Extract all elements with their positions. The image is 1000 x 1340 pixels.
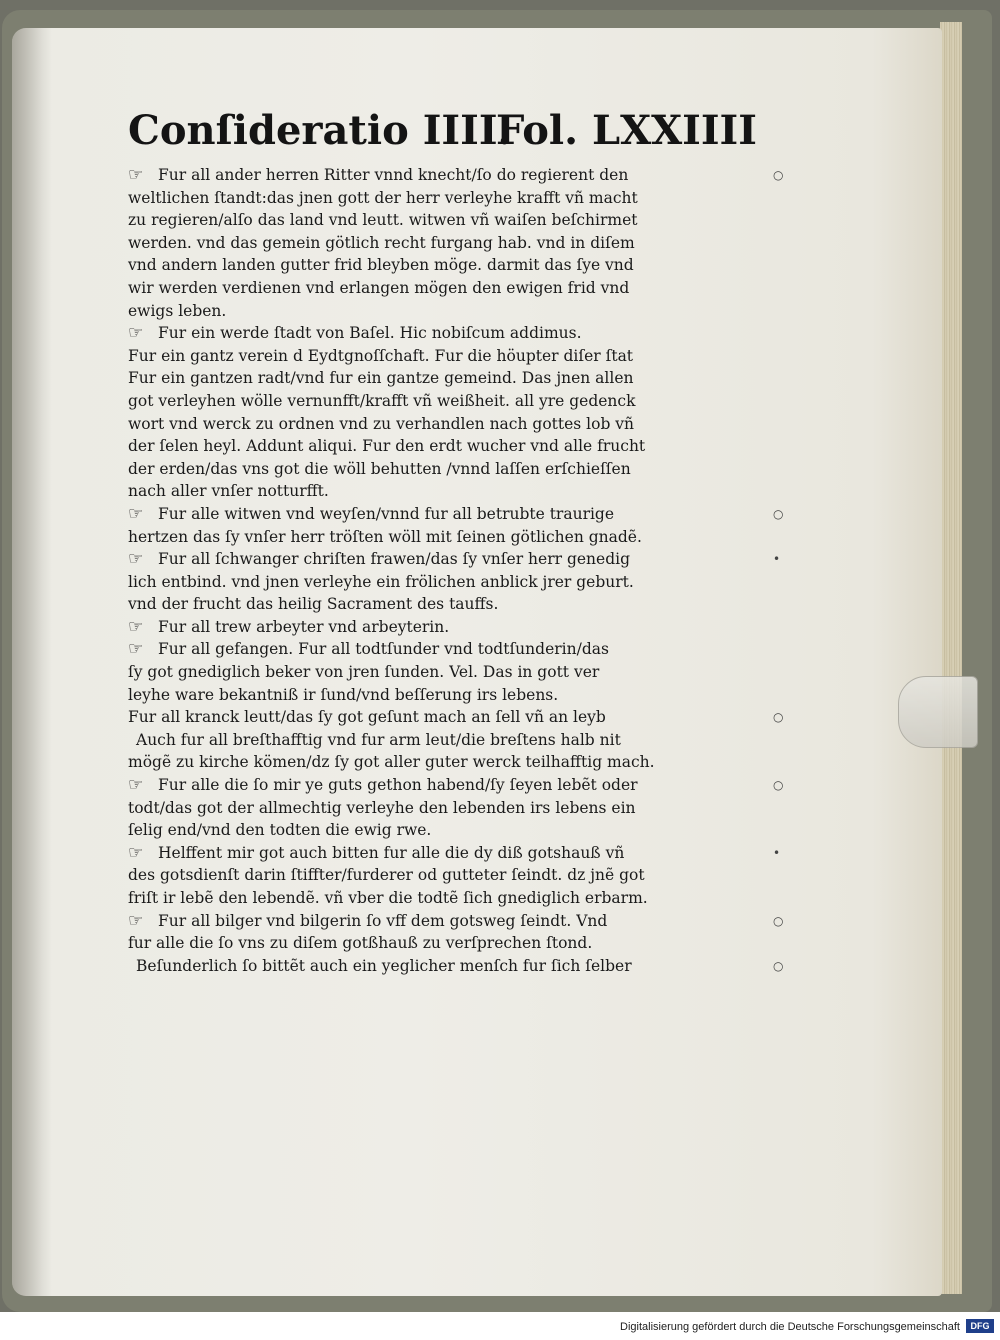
- line-text: mögẽ zu kirche kömen/dz ſy got aller guter werck teilhafftig mach.: [128, 753, 655, 772]
- line-text: vnd der frucht das heilig Sacrament des tauffs.: [128, 595, 499, 614]
- pointing-hand-icon: ☞: [128, 910, 144, 931]
- folio-number: Fol. LXXIIII: [496, 107, 757, 154]
- text-block: [128, 164, 784, 977]
- line-text: nach aller vnſer notturfft.: [128, 482, 329, 501]
- line-text: Auch fur all breſthafftig vnd fur arm leut/die breſtens halb nit: [136, 730, 621, 749]
- line-text: ſy got gnediglich beker von jren ſunden. Vel. Das in gott ver: [128, 663, 600, 682]
- text-line: [128, 616, 768, 639]
- text-line: [128, 955, 784, 978]
- line-text: werden. vnd das gemein götlich recht furgang hab. vnd in diſem: [128, 233, 635, 252]
- pointing-hand-icon: ☞: [128, 616, 144, 637]
- text-line: [128, 887, 768, 910]
- page-edges: [940, 22, 962, 1294]
- line-text: Fur alle witwen vnd weyſen/vnnd fur all betrubte traurige: [158, 504, 615, 523]
- line-text: Fur all bilger vnd bilgerin ſo vff dem gotsweg ſeindt. Vnd: [158, 911, 608, 930]
- line-text: todt/das got der allmechtig verleyhe den lebenden irs lebens ein: [128, 798, 636, 817]
- line-text: fur alle die ſo vns zu diſem gotßhauß zu verſprechen ſtond.: [128, 934, 593, 953]
- section-title: Conſideratio IIII.: [128, 107, 512, 154]
- text-line: [128, 751, 768, 774]
- text-line: [128, 164, 784, 187]
- pointing-hand-icon: ☞: [128, 549, 144, 570]
- text-line: [128, 209, 768, 232]
- line-text: lich entbind. vnd jnen verleyhe ein frölichen anblick jrer geburt.: [128, 572, 634, 591]
- page-clip: [898, 676, 978, 748]
- pointing-hand-icon: ☞: [128, 639, 144, 660]
- line-text: Beſunderlich ſo bittẽt auch ein yeglicher menſch fur ſich ſelber: [136, 956, 632, 975]
- margin-mark: ○: [773, 506, 784, 521]
- text-line: [128, 819, 768, 842]
- text-line: [128, 661, 768, 684]
- line-text: wort vnd werck zu ordnen vnd zu verhandlen nach gottes lob vñ: [128, 414, 635, 433]
- line-text: Fur alle die ſo mir ye guts gethon habend/ſy ſeyen lebẽt oder: [158, 776, 638, 795]
- pointing-hand-icon: ☞: [128, 165, 144, 185]
- line-text: Fur ein werde ſtadt von Baſel. Hic nobiſcum addimus.: [158, 324, 582, 343]
- line-text: vnd andern landen gutter frid bleyben möge. darmit das ſye vnd: [128, 256, 634, 275]
- text-line: [128, 254, 768, 277]
- text-line: [128, 706, 784, 729]
- text-line: [128, 684, 768, 707]
- margin-mark: ○: [773, 913, 784, 928]
- line-text: Helffent mir got auch bitten fur alle die dy diß gotshauß vñ: [158, 843, 625, 862]
- text-line: [128, 729, 768, 752]
- line-text: Fur all ſchwanger chriſten frawen/das ſy vnſer herr genedig: [158, 550, 630, 569]
- margin-mark: •: [773, 845, 781, 860]
- pointing-hand-icon: ☞: [128, 503, 144, 524]
- text-line: [128, 910, 784, 933]
- line-text: des gotsdienſt darin ſtiffter/furderer od gutteter ſeindt. dz jnẽ got: [128, 866, 645, 885]
- text-line: [128, 435, 768, 458]
- text-line: [128, 797, 768, 820]
- text-line: [128, 548, 781, 571]
- margin-mark: ○: [773, 958, 784, 973]
- footer-bar: [0, 1312, 1000, 1340]
- line-text: ſelig end/vnd den todten die ewig rwe.: [128, 821, 432, 840]
- gutter-shadow: [12, 28, 52, 1296]
- margin-mark: •: [773, 552, 781, 567]
- text-line: [128, 932, 768, 955]
- line-text: Fur all trew arbeyter vnd arbeyterin.: [158, 617, 450, 636]
- text-line: [128, 571, 768, 594]
- line-text: Fur ein gantzen radt/vnd fur ein gantze gemeind. Das jnen allen: [128, 369, 634, 388]
- text-line: [128, 367, 768, 390]
- running-header: [128, 104, 768, 158]
- text-line: [128, 300, 768, 323]
- text-line: [128, 232, 768, 255]
- pointing-hand-icon: ☞: [128, 775, 144, 796]
- text-line: [128, 277, 768, 300]
- dfg-logo: DFG: [966, 1319, 994, 1333]
- text-line: [128, 593, 768, 616]
- pointing-hand-icon: ☞: [128, 323, 144, 344]
- text-line: [128, 638, 768, 661]
- line-text: Fur ein gantz verein d Eydtgnoſſchaft. Fur die höupter diſer ſtat: [128, 346, 634, 365]
- text-line: [128, 458, 768, 481]
- line-text: Fur all kranck leutt/das ſy got geſunt mach an ſell vñ an leyb: [128, 708, 606, 727]
- line-text: der erden/das vns got die wöll behutten /vnnd laſſen erſchieſſen: [128, 459, 631, 478]
- text-line: [128, 503, 784, 526]
- line-text: friſt ir lebẽ den lebendẽ. vñ vber die todtẽ ſich gnediglich erbarm.: [128, 889, 648, 907]
- line-text: got verleyhen wölle vernunfft/krafft vñ weißheit. all yre gedenck: [128, 391, 636, 410]
- text-line: [128, 842, 781, 865]
- line-text: der ſelen heyl. Addunt aliqui. Fur den erdt wucher vnd alle frucht: [128, 437, 646, 456]
- funding-notice: Digitalisierung gefördert durch die Deutsche Forschungsgemeinschaft: [620, 1321, 960, 1333]
- text-line: [128, 864, 768, 887]
- text-line: [128, 187, 768, 210]
- line-text: weltlichen ſtandt:das jnen gott der herr verleyhe krafft vñ macht: [128, 188, 638, 207]
- line-text: leyhe ware bekantniß ir ſund/vnd beſſerung irs lebens.: [128, 685, 559, 704]
- text-line: [128, 480, 768, 503]
- line-text: zu regieren/alſo das land vnd leutt. witwen vñ waiſen beſchirmet: [128, 211, 638, 230]
- line-text: wir werden verdienen vnd erlangen mögen den ewigen frid vnd: [128, 278, 630, 297]
- text-line: [128, 774, 784, 797]
- line-text: Fur all gefangen. Fur all todtſunder vnd todtſunderin/das: [158, 640, 609, 659]
- margin-mark: ○: [773, 778, 784, 793]
- pointing-hand-icon: ☞: [128, 842, 144, 863]
- text-line: [128, 322, 768, 345]
- text-line: [128, 345, 768, 368]
- margin-mark: ○: [773, 168, 784, 182]
- margin-mark: ○: [773, 710, 784, 725]
- text-line: [128, 390, 768, 413]
- line-text: Fur all ander herren Ritter vnnd knecht/ſo do regierent den: [158, 166, 629, 184]
- text-line: [128, 526, 768, 549]
- line-text: ewigs leben.: [128, 301, 227, 320]
- line-text: hertzen das ſy vnſer herr tröſten wöll mit ſeinen götlichen gnadẽ.: [128, 527, 642, 546]
- text-line: [128, 413, 768, 436]
